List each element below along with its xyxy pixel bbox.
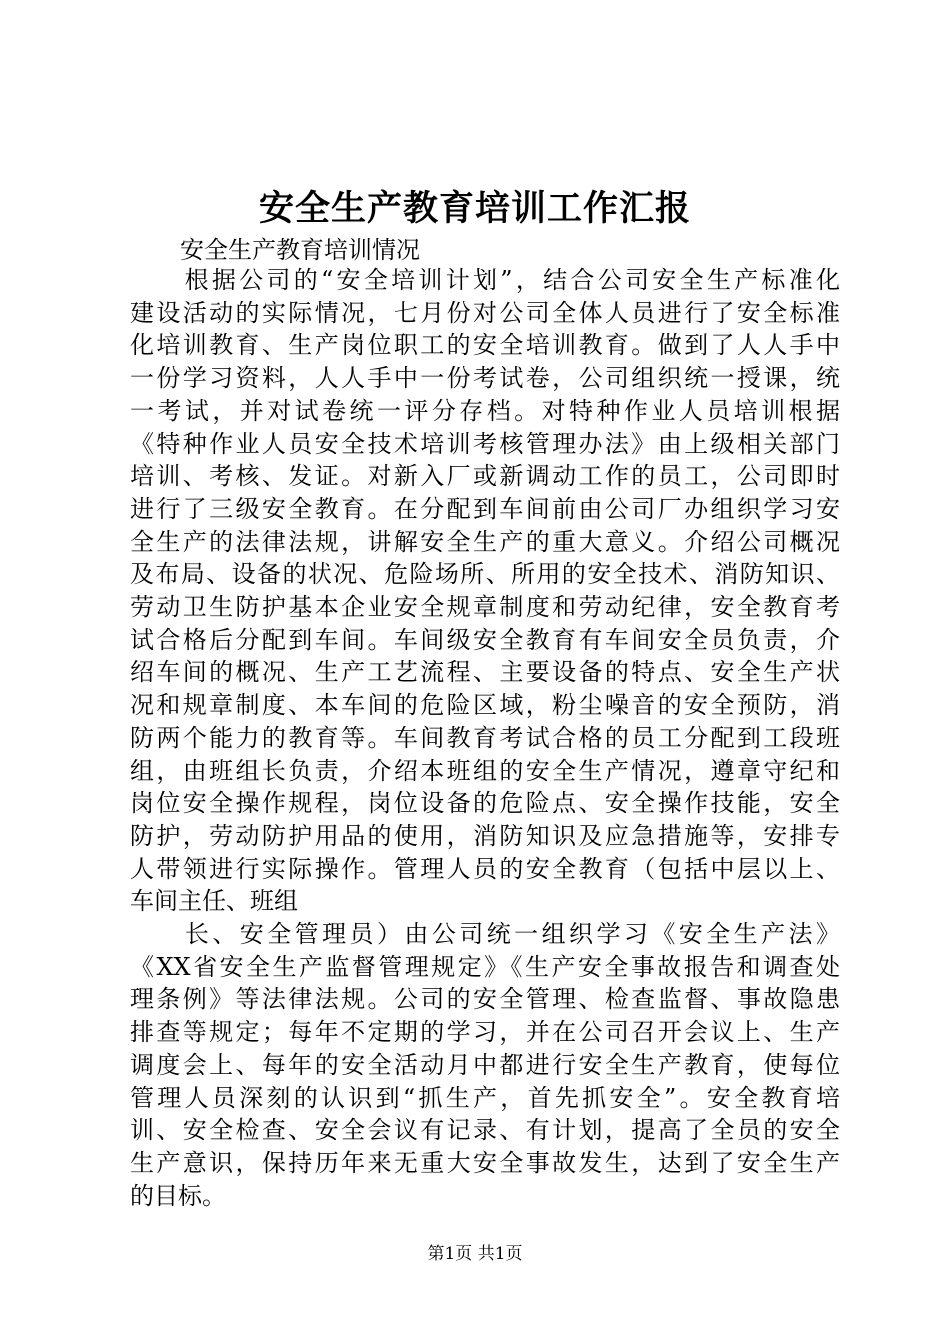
text-line: 况和规章制度、本车间的危险区域，粉尘噪音的安全预防，消 bbox=[130, 691, 840, 720]
text-line: 岗位安全操作规程，岗位设备的危险点、安全操作技能，安全 bbox=[130, 789, 840, 818]
text-line: 根据公司的“安全培训计划”，结合公司安全生产标准化 bbox=[130, 266, 840, 294]
text-line: 《XX省安全生产监督管理规定》《生产安全事故报告和调查处 bbox=[130, 952, 840, 981]
text-line: 排查等规定；每年不定期的学习，并在公司召开会议上、生产 bbox=[130, 1018, 840, 1047]
section-heading: 安全生产教育培训情况 bbox=[180, 236, 420, 264]
text-line: 训、安全检查、安全会议有记录、有计划，提高了全员的安全 bbox=[130, 1116, 840, 1145]
text-line: 进行了三级安全教育。在分配到车间前由公司厂办组织学习安 bbox=[130, 494, 840, 523]
text-line: 化培训教育、生产岗位职工的安全培训教育。做到了人人手中 bbox=[130, 331, 840, 360]
text-line: 一份学习资料，人人手中一份考试卷，公司组织统一授课，统 bbox=[130, 364, 840, 393]
text-line: 调度会上、每年的安全活动月中都进行安全生产教育，使每位 bbox=[130, 1050, 840, 1079]
text-line: 组，由班组长负责，介绍本班组的安全生产情况，遵章守纪和 bbox=[130, 756, 840, 785]
text-line: 建设活动的实际情况，七月份对公司全体人员进行了安全标准 bbox=[130, 298, 840, 327]
text-line: 人带领进行实际操作。管理人员的安全教育（包括中层以上、 bbox=[130, 854, 840, 883]
text-line: 的目标。 bbox=[130, 1181, 226, 1210]
text-line: 防护，劳动防护用品的使用，消防知识及应急措施等，安排专 bbox=[130, 821, 840, 850]
text-line: 全生产的法律法规，讲解安全生产的重大意义。介绍公司概况 bbox=[130, 527, 840, 556]
text-line: 绍车间的概况、生产工艺流程、主要设备的特点、安全生产状 bbox=[130, 658, 840, 687]
text-line: 理条例》等法律法规。公司的安全管理、检查监督、事故隐患 bbox=[130, 985, 840, 1014]
text-line: 一考试，并对试卷统一评分存档。对特种作业人员培训根据 bbox=[130, 396, 840, 425]
text-line: 防两个能力的教育等。车间教育考试合格的员工分配到工段班 bbox=[130, 723, 840, 752]
text-line: 试合格后分配到车间。车间级安全教育有车间安全员负责，介 bbox=[130, 625, 840, 654]
text-line: 及布局、设备的状况、危险场所、所用的安全技术、消防知识、 bbox=[130, 560, 840, 589]
body-text bbox=[130, 264, 840, 1212]
text-line: 管理人员深刻的认识到“抓生产，首先抓安全”。安全教育培 bbox=[130, 1083, 840, 1112]
text-line: 长、安全管理员）由公司统一组织学习《安全生产法》 bbox=[130, 920, 840, 949]
text-line: 《特种作业人员安全技术培训考核管理办法》由上级相关部门 bbox=[130, 429, 840, 458]
text-line: 车间主任、班组 bbox=[130, 887, 298, 916]
document-title: 安全生产教育培训工作汇报 bbox=[258, 188, 691, 229]
text-line: 劳动卫生防护基本企业安全规章制度和劳动纪律，安全教育考 bbox=[130, 593, 840, 622]
text-line: 培训、考核、发证。对新入厂或新调动工作的员工，公司即时 bbox=[130, 462, 840, 491]
page-footer: 第1页 共1页 bbox=[427, 1244, 523, 1264]
text-line: 生产意识，保持历年来无重大安全事故发生，达到了安全生产 bbox=[130, 1148, 840, 1177]
